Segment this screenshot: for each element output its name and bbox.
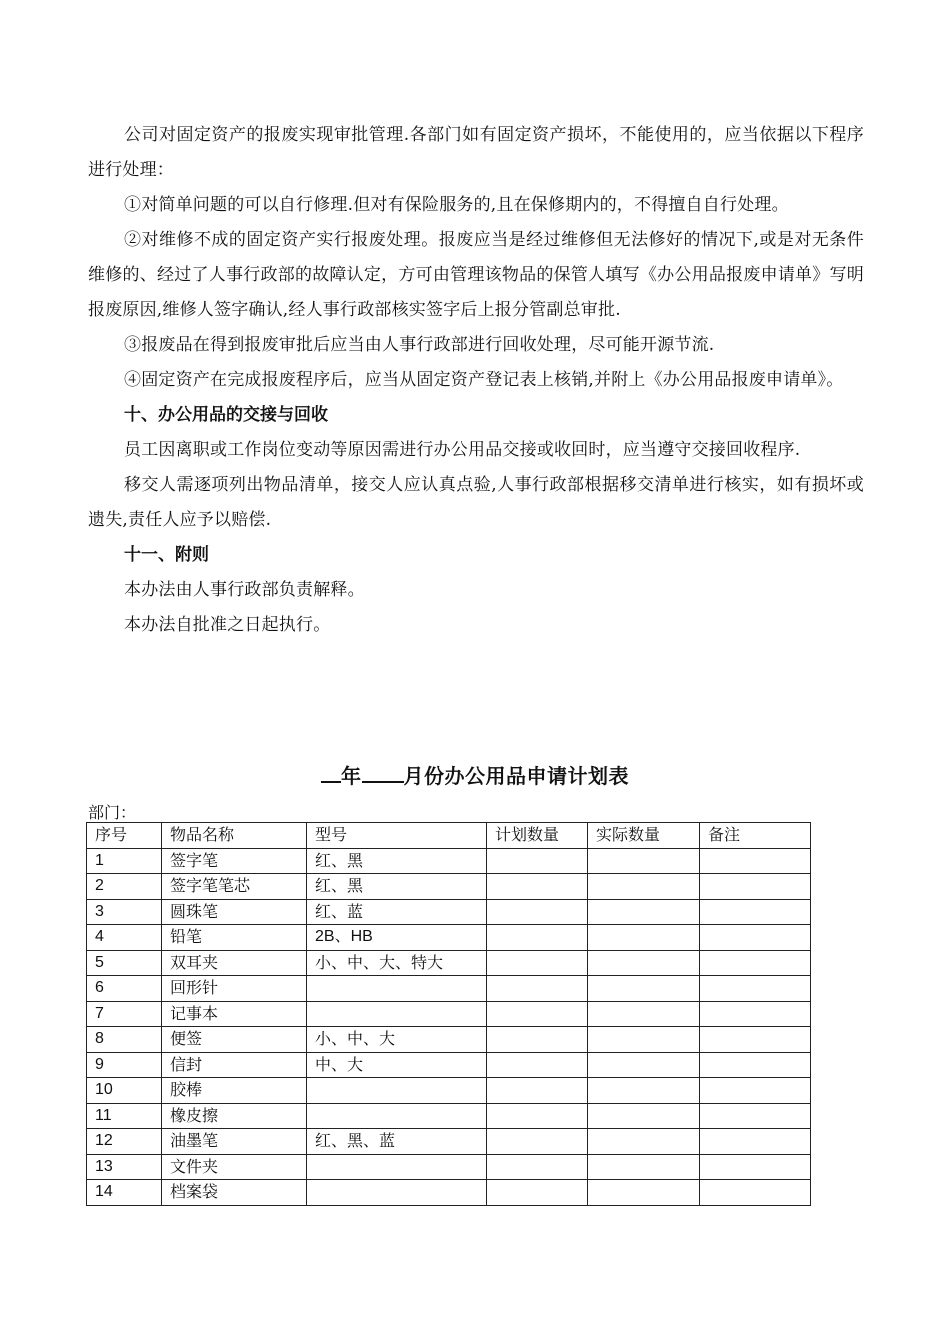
- paragraph-supplementary-2: 本办法自批准之日起执行。: [124, 615, 331, 635]
- title-text: 月份办公用品申请计划表: [403, 764, 629, 788]
- paragraph-handover-2: 移交人需逐项列出物品清单，接交人应认真点验,人事行政部根据移交清单进行核实，如有损坏或遗失,责任人应予以赔偿.: [88, 475, 864, 530]
- title-year-label: 年: [341, 764, 362, 788]
- table-row: [87, 1180, 811, 1206]
- table-row: [87, 950, 811, 976]
- cell-no: 13: [87, 1154, 162, 1180]
- cell-model: [307, 1078, 487, 1104]
- header-item-name: 物品名称: [162, 823, 307, 849]
- cell-remarks: [700, 1154, 811, 1180]
- header-actual-qty: 实际数量: [588, 823, 700, 849]
- cell-actual-qty: [588, 899, 700, 925]
- cell-remarks: [700, 976, 811, 1002]
- cell-item-name: 回形针: [162, 976, 307, 1002]
- cell-actual-qty: [588, 1052, 700, 1078]
- paragraph-item-2: ②对维修不成的固定资产实行报废处理。报废应当是经过维修但无法修好的情况下,或是对无条件维修的、经过了人事行政部的故障认定，方可由管理该物品的保管人填写《办公用品报废申请单》写明报废原因,维修人签字确认,经人事行政部核实签字后上报分管副总审批.: [88, 230, 864, 320]
- cell-remarks: [700, 1052, 811, 1078]
- cell-item-name: 签字笔: [162, 848, 307, 874]
- cell-planned-qty: [487, 1129, 588, 1155]
- paragraph-item-3: ③报废品在得到报废审批后应当由人事行政部进行回收处理，尽可能开源节流.: [124, 335, 715, 355]
- cell-actual-qty: [588, 1001, 700, 1027]
- section-heading-10: 十、办公用品的交接与回收: [124, 405, 328, 425]
- cell-model: [307, 1180, 487, 1206]
- cell-model: [307, 1001, 487, 1027]
- cell-item-name: 记事本: [162, 1001, 307, 1027]
- cell-model: [307, 976, 487, 1002]
- header-remarks: 备注: [700, 823, 811, 849]
- cell-item-name: 文件夹: [162, 1154, 307, 1180]
- table-title: [0, 760, 950, 789]
- cell-no: 6: [87, 976, 162, 1002]
- section-heading-11: 十一、附则: [124, 545, 209, 565]
- cell-actual-qty: [588, 848, 700, 874]
- cell-item-name: 胶棒: [162, 1078, 307, 1104]
- cell-actual-qty: [588, 950, 700, 976]
- cell-planned-qty: [487, 848, 588, 874]
- table-row: [87, 874, 811, 900]
- table-row: [87, 1103, 811, 1129]
- cell-actual-qty: [588, 1027, 700, 1053]
- cell-actual-qty: [588, 1103, 700, 1129]
- table-row: [87, 899, 811, 925]
- table-row: [87, 976, 811, 1002]
- department-label: 部门：: [88, 803, 137, 822]
- cell-item-name: 铅笔: [162, 925, 307, 951]
- table-row: [87, 1154, 811, 1180]
- cell-model: [307, 1103, 487, 1129]
- cell-planned-qty: [487, 976, 588, 1002]
- cell-no: 9: [87, 1052, 162, 1078]
- cell-planned-qty: [487, 1001, 588, 1027]
- table-row: [87, 925, 811, 951]
- cell-planned-qty: [487, 925, 588, 951]
- cell-item-name: 便签: [162, 1027, 307, 1053]
- cell-model: 红、黑: [307, 874, 487, 900]
- cell-no: 10: [87, 1078, 162, 1104]
- paragraph-handover-1: 员工因离职或工作岗位变动等原因需进行办公用品交接或收回时，应当遵守交接回收程序.: [124, 440, 801, 460]
- cell-model: [307, 1154, 487, 1180]
- cell-remarks: [700, 1027, 811, 1053]
- header-planned-qty: 计划数量: [487, 823, 588, 849]
- paragraph-supplementary-1: 本办法由人事行政部负责解释。: [124, 580, 365, 600]
- table-row: [87, 848, 811, 874]
- cell-planned-qty: [487, 1052, 588, 1078]
- cell-no: 12: [87, 1129, 162, 1155]
- cell-remarks: [700, 950, 811, 976]
- table-row: [87, 1129, 811, 1155]
- cell-planned-qty: [487, 1078, 588, 1104]
- cell-no: 5: [87, 950, 162, 976]
- cell-actual-qty: [588, 874, 700, 900]
- cell-no: 11: [87, 1103, 162, 1129]
- paragraph-item-4: ④固定资产在完成报废程序后，应当从固定资产登记表上核销,并附上《办公用品报废申请单》。: [124, 370, 844, 390]
- cell-actual-qty: [588, 976, 700, 1002]
- cell-planned-qty: [487, 950, 588, 976]
- cell-item-name: 档案袋: [162, 1180, 307, 1206]
- cell-planned-qty: [487, 899, 588, 925]
- cell-remarks: [700, 899, 811, 925]
- month-blank: [362, 763, 404, 783]
- cell-actual-qty: [588, 1129, 700, 1155]
- cell-planned-qty: [487, 1180, 588, 1206]
- paragraph-item-1: ①对简单问题的可以自行修理.但对有保险服务的,且在保修期内的，不得擅自自行处理。: [124, 195, 789, 215]
- cell-planned-qty: [487, 1027, 588, 1053]
- cell-remarks: [700, 1180, 811, 1206]
- cell-planned-qty: [487, 874, 588, 900]
- header-no: 序号: [87, 823, 162, 849]
- cell-item-name: 圆珠笔: [162, 899, 307, 925]
- cell-actual-qty: [588, 1180, 700, 1206]
- cell-actual-qty: [588, 1078, 700, 1104]
- cell-model: 红、黑: [307, 848, 487, 874]
- cell-no: 8: [87, 1027, 162, 1053]
- cell-no: 3: [87, 899, 162, 925]
- table-row: [87, 1078, 811, 1104]
- cell-no: 7: [87, 1001, 162, 1027]
- paragraph-scrap-intro: 公司对固定资产的报废实现审批管理.各部门如有固定资产损坏，不能使用的，应当依据以下程序进行处理：: [88, 125, 864, 180]
- cell-remarks: [700, 848, 811, 874]
- cell-item-name: 双耳夹: [162, 950, 307, 976]
- cell-no: 4: [87, 925, 162, 951]
- cell-remarks: [700, 925, 811, 951]
- header-model: 型号: [307, 823, 487, 849]
- cell-model: 中、大: [307, 1052, 487, 1078]
- table-row: [87, 1001, 811, 1027]
- cell-model: 红、黑、蓝: [307, 1129, 487, 1155]
- cell-no: 14: [87, 1180, 162, 1206]
- cell-model: 红、蓝: [307, 899, 487, 925]
- table-header-row: [87, 823, 811, 849]
- office-supplies-plan-table: [86, 822, 811, 1206]
- cell-model: 2B、HB: [307, 925, 487, 951]
- cell-item-name: 橡皮擦: [162, 1103, 307, 1129]
- cell-remarks: [700, 1129, 811, 1155]
- cell-no: 1: [87, 848, 162, 874]
- year-blank: [321, 763, 341, 783]
- cell-item-name: 签字笔笔芯: [162, 874, 307, 900]
- cell-remarks: [700, 874, 811, 900]
- document-body: [88, 118, 864, 643]
- cell-actual-qty: [588, 1154, 700, 1180]
- cell-actual-qty: [588, 925, 700, 951]
- table-row: [87, 1027, 811, 1053]
- cell-item-name: 油墨笔: [162, 1129, 307, 1155]
- cell-no: 2: [87, 874, 162, 900]
- cell-item-name: 信封: [162, 1052, 307, 1078]
- cell-planned-qty: [487, 1103, 588, 1129]
- cell-planned-qty: [487, 1154, 588, 1180]
- cell-model: 小、中、大、特大: [307, 950, 487, 976]
- cell-model: 小、中、大: [307, 1027, 487, 1053]
- table-row: [87, 1052, 811, 1078]
- cell-remarks: [700, 1103, 811, 1129]
- cell-remarks: [700, 1078, 811, 1104]
- cell-remarks: [700, 1001, 811, 1027]
